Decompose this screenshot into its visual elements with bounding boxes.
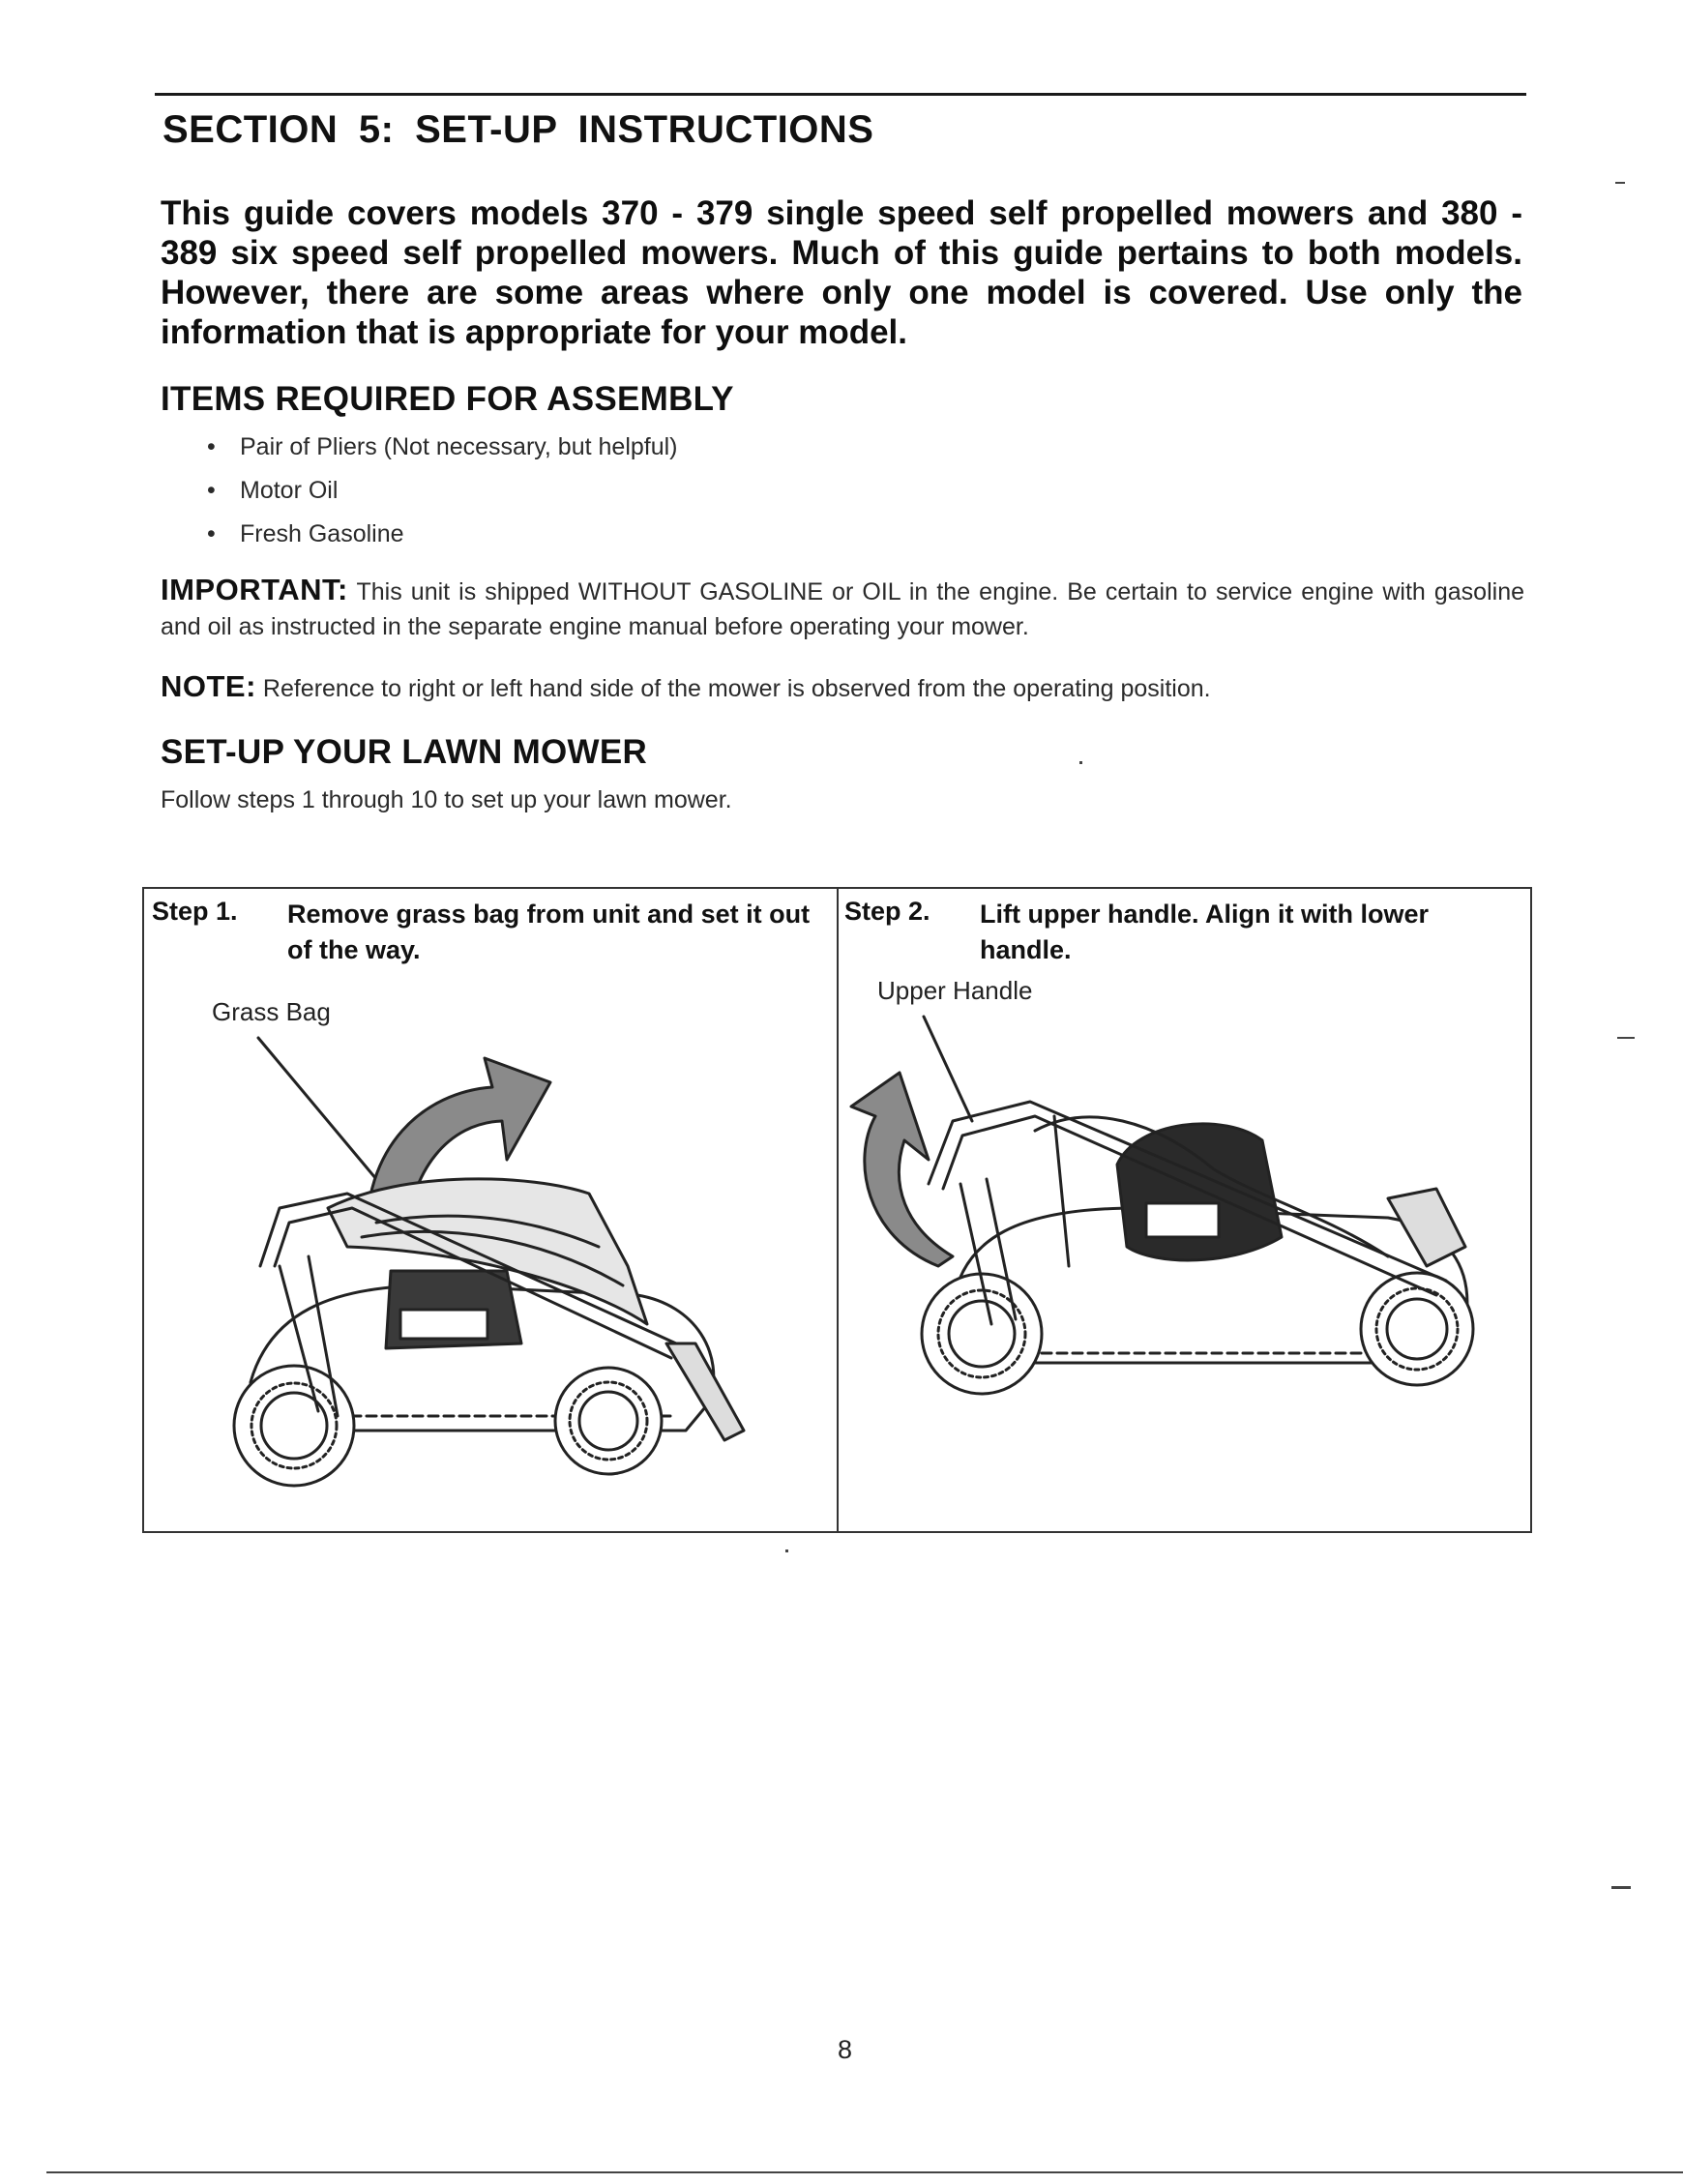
important-label: IMPORTANT: xyxy=(161,573,348,606)
items-required-heading: ITEMS REQUIRED FOR ASSEMBLY xyxy=(161,380,734,418)
step-2-text: Lift upper handle. Align it with lower handle. xyxy=(980,900,1429,964)
scan-speck xyxy=(1611,1886,1631,1889)
important-paragraph xyxy=(161,573,1524,644)
scan-speck xyxy=(1615,182,1625,184)
note-text: Reference to right or left hand side of the mower is observed from the operating position. xyxy=(262,675,1211,702)
list-item-text: Motor Oil xyxy=(240,477,339,504)
scan-speck xyxy=(1079,761,1082,764)
section-title: SECTION 5: SET-UP INSTRUCTIONS xyxy=(162,108,874,151)
upper-handle-callout: Upper Handle xyxy=(877,976,1033,1005)
step-1-text: Remove grass bag from unit and set it out of the way. xyxy=(287,900,811,964)
list-item-text: Fresh Gasoline xyxy=(240,520,404,547)
grass-bag-callout: Grass Bag xyxy=(212,997,331,1026)
bullet-icon: • xyxy=(207,433,216,460)
list-item-text: Pair of Pliers (Not necessary, but helpful) xyxy=(240,433,678,460)
steps-box xyxy=(142,887,1532,1533)
scan-speck xyxy=(1617,1037,1635,1039)
intro-paragraph: This guide covers models 370 - 379 single speed self propelled mowers and 380 - 389 six speed self propelled mowers. Much of this guide pertains to both models. However, there are some areas where only one model is covered. Use only the information that is appropriate for your model. xyxy=(161,194,1522,351)
important-text: This unit is shipped WITHOUT GASOLINE or OIL in the engine. Be certain to service engine with gasoline and oil as instructed in the separate engine manual before operating your mower. xyxy=(161,578,1524,640)
setup-instructions: Follow steps 1 through 10 to set up your lawn mower. xyxy=(161,786,732,813)
items-required-list xyxy=(203,433,678,564)
step-1-number: Step 1. xyxy=(152,897,238,926)
setup-heading: SET-UP YOUR LAWN MOWER xyxy=(161,733,648,771)
list-item xyxy=(203,477,678,520)
top-rule xyxy=(155,93,1526,96)
step-2-number: Step 2. xyxy=(844,897,930,926)
bullet-icon: • xyxy=(207,520,216,547)
page-number: 8 xyxy=(838,2035,853,2064)
list-item xyxy=(203,520,678,564)
list-item xyxy=(203,433,678,477)
mower-upper-handle-illustration xyxy=(846,976,1523,1440)
step-divider xyxy=(837,889,839,1531)
scan-speck xyxy=(785,1549,788,1552)
note-paragraph xyxy=(161,669,1524,706)
mower-grass-bag-illustration xyxy=(183,976,821,1527)
bottom-rule xyxy=(46,2171,1683,2173)
bullet-icon: • xyxy=(207,477,216,504)
note-label: NOTE: xyxy=(161,669,256,703)
